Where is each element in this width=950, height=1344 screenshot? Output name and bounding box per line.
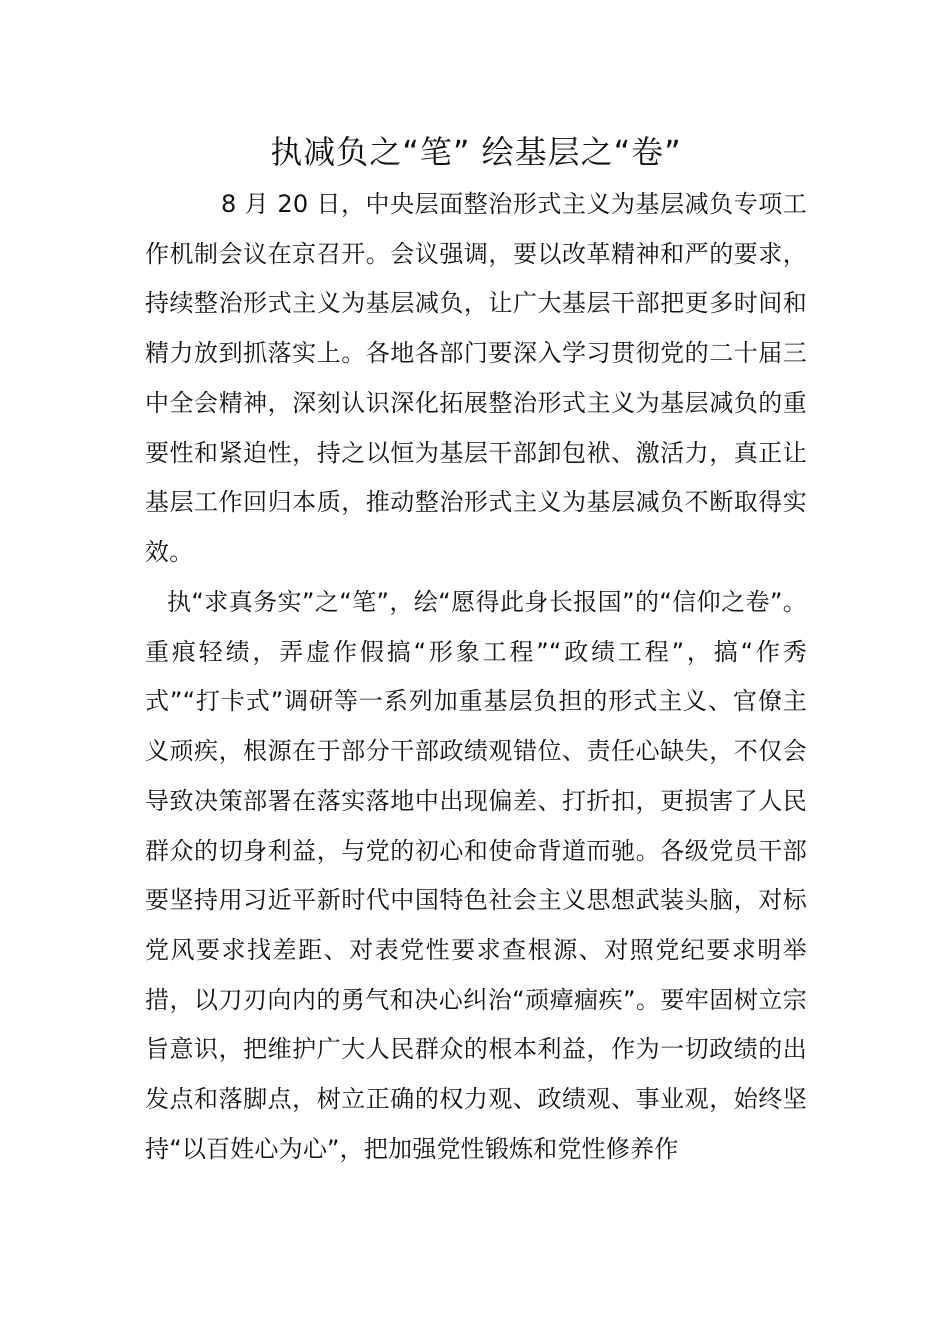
document-title: 执减负之“笔” 绘基层之“卷” xyxy=(270,133,682,171)
paragraph-1: 8 月 20 日，中央层面整治形式主义为基层减负专项工作机制会议在京召开。会议强调，要以改革精神和严的要求，持续整治形式主义为基层减负，让广大基层干部把更多时间和精力放到抓落实上。各地各部门要深入学习贯彻党的二十届三中全会精神，深刻认识深化拓展整治形式主义为基层减负的重要性和紧迫性，持之以恒为基层干部卸包袱、激活力，真正让基层工作回归本质，推动整治形式主义为基层减负不断取得实效。 xyxy=(145,190,807,566)
paragraph-2: 执“求真务实”之“笔”，绘“愿得此身长报国”的“信仰之卷”。重痕轻绩，弄虚作假搞“形象工程”“政绩工程”，搞“作秀式”“打卡式”调研等一系列加重基层负担的形式主义、官僚主义顽疾，根源在于部分干部政绩观错位、责任心缺失，不仅会导致决策部署在落实落地中出现偏差、打折扣，更损害了人民群众的切身利益，与党的初心和使命背道而驰。各级党员干部要坚持用习近平新时代中国特色社会主义思想武装头脑，对标党风要求找差距、对表党性要求查根源、对照党纪要求明举措，以刀刃向内的勇气和决心纠治“顽瘴痼疾”。要牢固树立宗旨意识，把维护广大人民群众的根本利益，作为一切政绩的出发点和落脚点，树立正确的权力观、政绩观、事业观，始终坚持“以百姓心为心”，把加强党性锻炼和党性修养作 xyxy=(145,588,807,1163)
